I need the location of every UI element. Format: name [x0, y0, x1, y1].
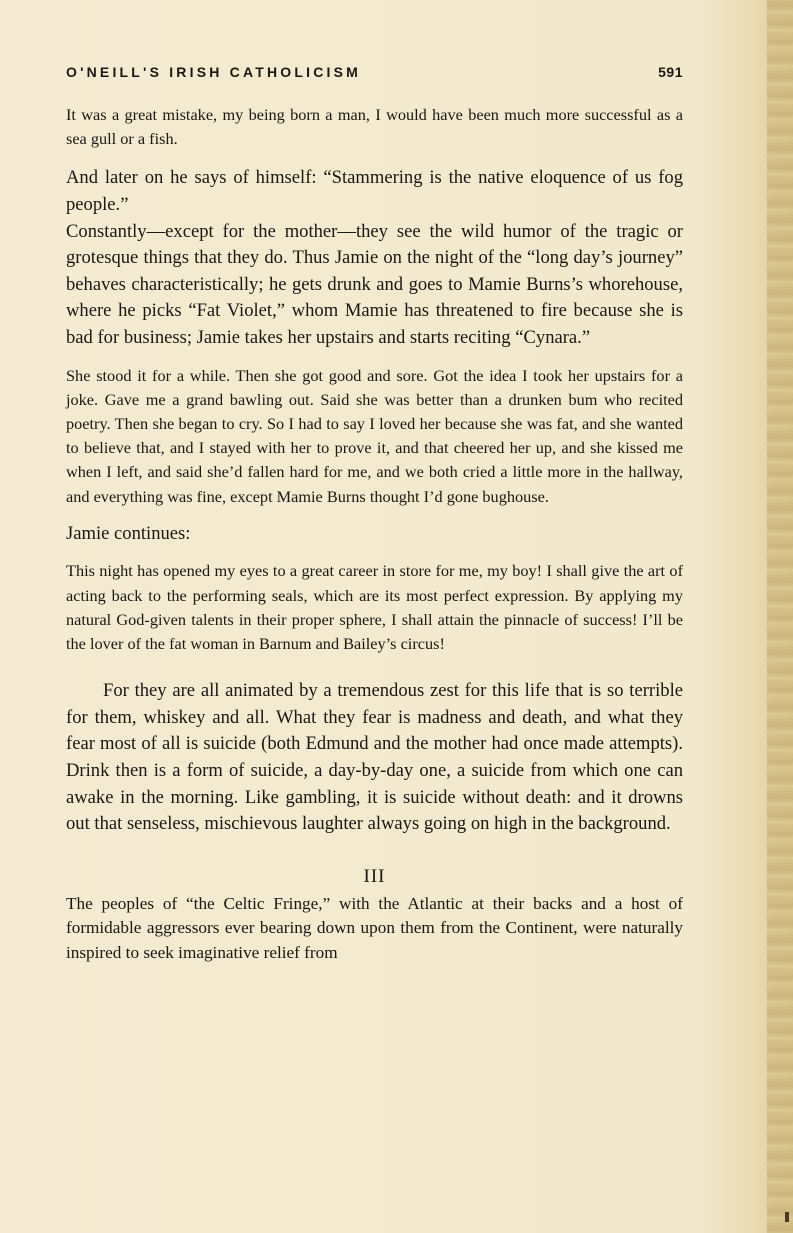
page-number: 591	[658, 64, 683, 80]
paragraph: Jamie continues:	[66, 522, 191, 544]
block-quote: She stood it for a while. Then she got good and sore. Got the idea I took her upstairs for a joke. Gave me a grand bawling out. Said she was better than a drunken bum who recited poetry. Then she began to cry. So I had to say I loved her because she was fat, and she wanted to believe that, and I stayed with her to prove it, and that cheered her up, and she kissed me when I left, and said she’d fallen hard for me, and we both cried a little more in the hallway, and everything was fine, except Mamie Burns thought I’d gone bughouse.	[66, 365, 683, 506]
block-quote: This night has opened my eyes to a great career in store for me, my boy! I shall give the art of acting back to the performing seals, which are its most perfect expression. By applying my natural God-given talents in their proper sphere, I shall attain the pinnacle of success! I’ll be the lover of the fat woman in Barnum and Bailey’s circus!	[66, 561, 683, 653]
paragraph: For they are all animated by a tremendous zest for this life that is so terrible for them, whiskey and all. What they fear is madness and death, and what they fear most of all is suicide (both Edmund and the mother had once made attempts). Drink then is a form of suicide, a day-by-day one, a suicide from which one can awake in the morning. Like gambling, it is suicide without death: and it drowns out that senseless, mischievous laughter always going on high in the background.	[66, 680, 683, 835]
paragraph: The peoples of “the Celtic Fringe,” with the Atlantic at their backs and a host of formidable aggressors ever bearing down upon them from the Continent, were naturally inspired to seek imaginative relief from	[66, 893, 683, 962]
running-header	[66, 60, 683, 84]
paragraph: And later on he says of himself: “Stammering is the native eloquence of us fog people.”	[66, 167, 683, 215]
paragraph: Constantly—except for the mother—they see the wild humor of the tragic or grotesque things that they do. Thus Jamie on the night of the “long day’s journey” behaves characteristically; he gets drunk and goes to Mamie Burns’s whorehouse, where he picks “Fat Violet,” whom Mamie has threatened to fire because she is bad for business; Jamie takes her upstairs and starts reciting “Cynara.”	[66, 220, 683, 348]
page-body	[66, 103, 683, 965]
block-quote: It was a great mistake, my being born a man, I would have been much more successful as a sea gull or a fish.	[66, 105, 683, 149]
book-gutter-edge	[767, 0, 793, 1233]
running-title: O'NEILL'S IRISH CATHOLICISM	[66, 64, 362, 80]
edge-mark	[785, 1212, 789, 1222]
section-heading: III	[363, 865, 386, 887]
